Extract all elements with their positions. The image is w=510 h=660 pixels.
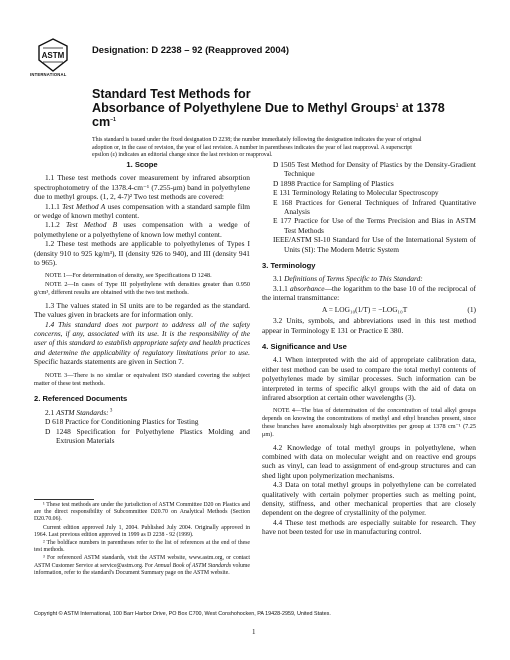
title-line-2: Absorbance of Polyethylene Due to Methyl Groups$^1$ at 1378 xyxy=(92,101,445,115)
paragraph-1-4: 1.4 This standard does not purport to address all of the safety concerns, if any, associated with its use. It is the responsibility of the user of this standard to establish appropriate safety and health practices and determine the applicability of regulatory limitations prior to use. Specific hazards statements are given in Section 7. xyxy=(34,319,250,367)
reference-item: D 618 Practice for Conditioning Plastics for Testing xyxy=(45,417,199,427)
astm-logo-icon xyxy=(38,38,68,72)
title-line-3: $cm^{-1}$ xyxy=(92,115,116,129)
logo-mark-text: ASTM xyxy=(41,51,65,60)
paragraph-1-1: 1.1 These test methods cover measurement by infrared absorption spectrophotometry of the 1378.4-cm⁻¹ (7.255-μm) band in polyethylene due to methyl groups. (1, 2, 4-7)² Two test methods are covered: xyxy=(34,173,250,202)
reference-item: E 131 Terminology Relating to Molecular Spectroscopy xyxy=(273,188,439,198)
footnote-1-edition: Current edition approved July 1, 2004. Published July 2004. Originally approved in 1964. Last previous edition approved in 1999 as D 2238 - 92 (1999). xyxy=(34,524,250,538)
note-3: NOTE 3—There is no similar or equivalent ISO standard covering the subject matter of these test methods. xyxy=(34,371,250,387)
paragraph-4-2: 4.2 Knowledge of total methyl groups in polyethylene, when combined with data on molecular weight and on reactive end groups such as vinyl, can lead to assignment of end-group structures and can shed light upon polymerization mechanisms. xyxy=(262,442,476,480)
reference-item: E 168 Practices for General Techniques of Infrared Quantitative Analysis xyxy=(273,197,476,217)
equation-1 xyxy=(262,303,476,316)
footnote-3: ³ For referenced ASTM standards, visit the ASTM website, www.astm.org, or contact ASTM Customer Service at service@astm.org. For Annual Book of ASTM Standards volume information, refer to the standard's Document Summary page on the ASTM website. xyxy=(34,555,250,576)
paragraph-1-3: 1.3 The values stated in SI units are to be regarded as the standard. The values given in brackets are for information only. xyxy=(34,300,250,320)
note-1: NOTE 1—For determination of density, see Specifications D 1248. xyxy=(45,272,212,280)
reference-item: D 1898 Practice for Sampling of Plastics xyxy=(273,178,394,188)
equation-text: A = LOG₁₀(1/T) = −LOG₁₀T xyxy=(322,304,408,314)
designation: Designation: D 2238 – 92 (Reapproved 2004) xyxy=(92,44,289,55)
paragraph-1-1-1: 1.1.1 Test Method A uses compensation with a standard sample film or wedge of known methyl content. xyxy=(34,201,250,221)
title-line-1: Standard Test Methods for xyxy=(92,87,251,101)
left-column xyxy=(34,160,250,445)
reference-item: IEEE/ASTM SI-10 Standard for Use of the International System of Units (SI): The Modern Metric System xyxy=(273,235,476,254)
paragraph-2-1: 2.1 ASTM Standards: $^3$ xyxy=(45,407,113,417)
footnote-rule xyxy=(34,499,94,500)
paragraph-4-3: 4.3 Data on total methyl groups in polyethylene can be correlated qualitatively with certain polymer properties such as melting point, density, stiffness, and other mechanical properties that are closely dependent on the degree of crystallinity of the polymer. xyxy=(262,480,476,518)
paragraph-4-4: 4.4 These test methods are especially suitable for research. They have not been tested for use in manufacturing control. xyxy=(262,517,476,537)
paragraph-1-2: 1.2 These test methods are applicable to polyethylenes of Types I (density 910 to 925 kg/m³), II (density 926 to 940), and III (density 941 to 965). xyxy=(34,239,250,268)
reference-item: D 1505 Test Method for Density of Plastics by the Density-Gradient Technique xyxy=(273,160,476,179)
section-heading-scope: 1. Scope xyxy=(126,160,158,169)
right-column xyxy=(262,160,476,537)
note-2: NOTE 2—In cases of Type III polyethylene with densities greater than 0.950 g/cm³, different results are obtained with the two test methods. xyxy=(34,281,250,297)
issuance-notice: This standard is issued under the fixed designation D 2238; the number immediately following the designation indicates the year of original adoption or, in the case of revision, the year of last revision. A number in parentheses indicates the year of last reapproval. A superscript epsilon (ε) indicates an editorial change since the last revision or reapproval. xyxy=(92,137,422,159)
paragraph-3-2: 3.2 Units, symbols, and abbreviations used in this test method appear in Terminology E 131 or Practice E 380. xyxy=(262,316,476,335)
equation-number: (1) xyxy=(467,304,476,314)
reference-item: D 1248 Specification for Polyethylene Plastics Molding and Extrusion Materials xyxy=(45,426,250,445)
paragraph-1-1-2: 1.1.2 Test Method B uses compensation with a wedge of polymethylene or a polyethylene of known low methyl content. xyxy=(34,220,250,239)
paragraph-4-1: 4.1 When interpreted with the aid of appropriate calibration data, either test method can be used to compare the total methyl contents of polyethylenes made by similar processes. Such information can be interpreted in terms of specific alkyl groups with the aid of data on infrared absorption at certain other wavelengths (3). xyxy=(262,355,476,402)
copyright-line: Copyright © ASTM International, 100 Barr Harbor Drive, PO Box C700, West Conshohocken, PA 19428-2959, United States. xyxy=(34,611,331,617)
section-heading-terminology: 3. Terminology xyxy=(262,261,316,271)
reference-item: E 177 Practice for Use of the Terms Precision and Bias in ASTM Test Methods xyxy=(273,216,476,235)
footnote-2: ² The boldface numbers in parentheses refer to the list of references at the end of these test methods. xyxy=(34,540,250,554)
page-number: 1 xyxy=(252,628,256,636)
paragraph-3-1-1: 3.1.1 absorbance—the logarithm to the base 10 of the reciprocal of the internal transmittance: xyxy=(262,283,477,303)
note-4: NOTE 4—The bias of determination of the concentration of total alkyl groups depends on knowing the concentrations of methyl and ethyl branches present, since these branches have anomalously high absorptivities per group at 1378 cm⁻¹ (7.25 μm). xyxy=(262,407,476,438)
section-heading-referenced-documents: 2. Referenced Documents xyxy=(34,394,128,404)
footnotes xyxy=(34,502,250,578)
paragraph-3-1: 3.1 Definitions of Terms Specific to This Standard: xyxy=(273,274,423,284)
document-title xyxy=(92,87,445,129)
footnote-1: ¹ These test methods are under the jurisdiction of ASTM Committee D20 on Plastics and are the direct responsibility of Subcommittee D20.70 on Analytical Methods (Section D20.70.06). xyxy=(34,502,250,523)
section-heading-significance: 4. Significance and Use xyxy=(262,341,347,351)
logo-caption: INTERNATIONAL xyxy=(30,72,67,77)
